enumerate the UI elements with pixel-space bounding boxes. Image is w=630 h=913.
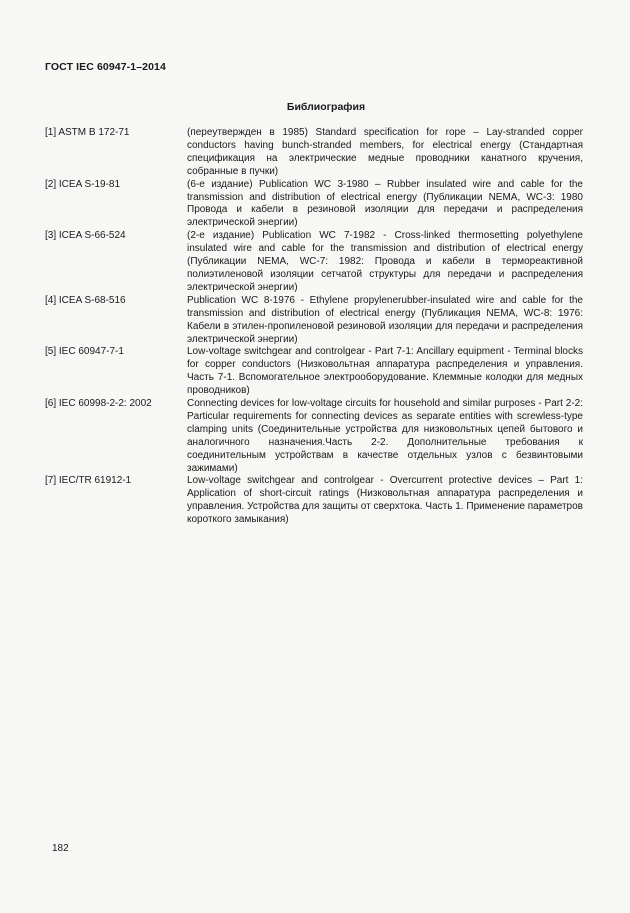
document-code-header: ГОСТ IEC 60947-1–2014 — [45, 61, 166, 73]
bibliography-entry — [45, 398, 583, 475]
bibliography-entry — [45, 127, 583, 179]
bibliography-list — [45, 127, 583, 527]
bibliography-entry — [45, 179, 583, 231]
reference-id: [5] IEC 60947-7-1 — [45, 346, 124, 358]
reference-id: [1] ASTM B 172-71 — [45, 127, 130, 138]
reference-text: (6-е издание) Publication WC 3-1980 – Rubber insulated wire and cable for the transmission and distribution of electrical energy (Публикации NEMA, WC-3: 1980 Провода и кабели в резиновой изоляции для передачи и распределения электрической энергии) — [187, 178, 583, 229]
bibliography-entry — [45, 346, 583, 398]
reference-text: Low-voltage switchgear and controlgear - Overcurrent protective devices – Part 1: Application of short-circuit ratings (Низковольтная аппаратура распределения и управления. Устройства для защиты от сверхтока. Часть 1. Применение параметров короткого замыкания) — [187, 475, 583, 526]
reference-id: [3] ICEA S-66-524 — [45, 230, 126, 242]
reference-id: [7] IEC/TR 61912-1 — [45, 475, 132, 487]
reference-id: [4] ICEA S-68-516 — [45, 294, 126, 306]
bibliography-entry — [45, 475, 583, 527]
bibliography-entry — [45, 295, 583, 347]
reference-text: (2-е издание) Publication WC 7-1982 - Cross-linked thermosetting polyethylene insulated wire and cable for the transmission and distribution of electrical energy (Публикации NEMA, WC-7: 1982: Провода и кабели в термореактивной полиэтиленовой изоляции сетчатой структуры для передачи и распределения электрической энергии) — [187, 230, 583, 293]
reference-id: [2] ICEA S-19-81 — [45, 178, 121, 190]
reference-text: (переутвержден в 1985) Standard specification for rope – Lay-stranded copper conductors having bunch-stranded members, for electrical energy (Стандартная спецификация на электрические медные проводники канатного кручения, собранные в пучки) — [187, 127, 583, 177]
reference-text: Publication WC 8-1976 - Ethylene propylenerubber-insulated wire and cable for the transmission and distribution of electrical energy (Публикация NEMA, WC-8: 1976: Кабели в этилен-пропиленовой резиновой изоляции для передачи и распределения электрической энергии) — [187, 294, 583, 345]
bibliography-entry — [45, 230, 583, 295]
section-title: Библиография — [286, 101, 366, 113]
page-number: 182 — [52, 843, 69, 854]
reference-id: [6] IEC 60998-2-2: 2002 — [45, 398, 152, 410]
reference-text: Low-voltage switchgear and controlgear - Part 7-1: Ancillary equipment - Terminal blocks for copper conductors (Низковольтная аппаратура распределения и управления. Часть 7-1. Вспомогательное электрооборудование. Клеммные колодки для медных проводников) — [187, 346, 583, 397]
reference-text: Connecting devices for low-voltage circuits for household and similar purposes - Part 2-2: Particular requirements for connecting devices as separate entities with screwless-type clamping units (Соединительные устройства для низковольтных цепей бытового и аналогичного назначения.Часть 2-2. Дополнительные требования к соединительным устройствам в качестве отдельных узлов с безвинтовыми зажимами) — [187, 398, 583, 474]
